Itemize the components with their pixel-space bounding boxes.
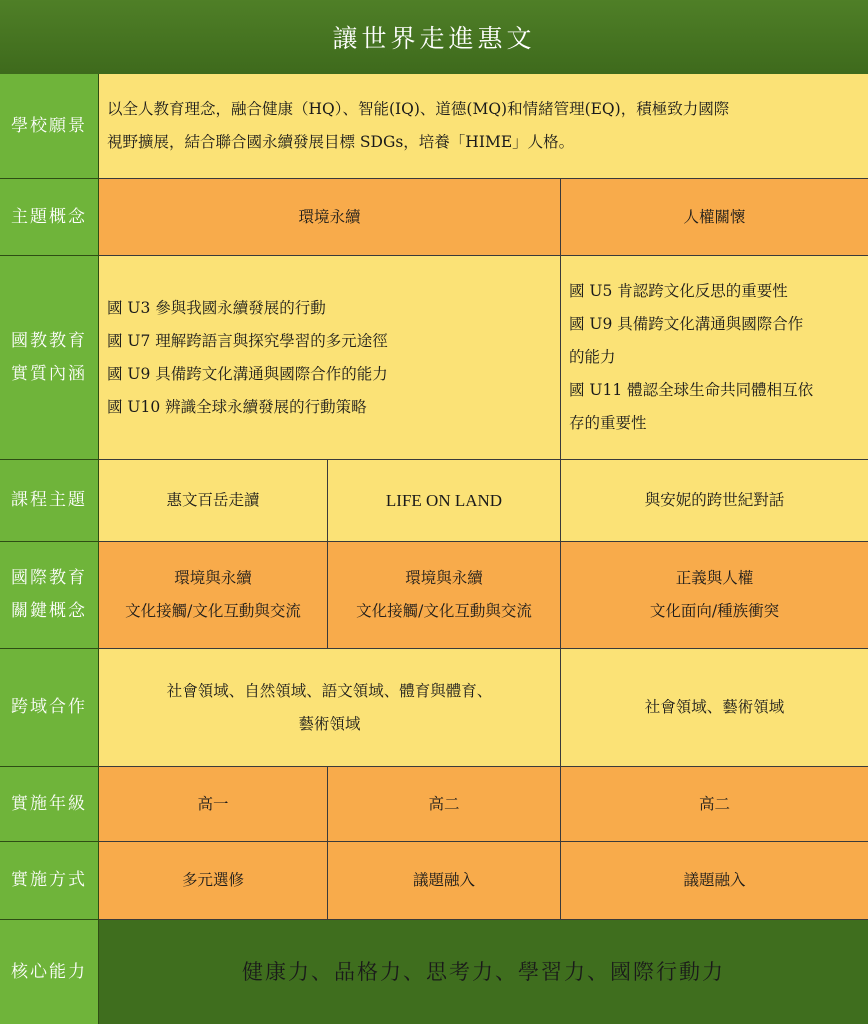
row-label-vision: 學校願景 xyxy=(0,74,99,179)
grade-col2: 高二 xyxy=(328,767,561,842)
row-label-substance xyxy=(0,256,99,460)
page-title: 讓世界走進惠文 xyxy=(0,0,868,75)
concept-col2 xyxy=(328,542,561,649)
row-label-cross: 跨域合作 xyxy=(0,649,99,767)
cross-right: 社會領域、藝術領域 xyxy=(561,649,868,767)
substance-right-line: 國 U11 體認全球生命共同體相互依 xyxy=(569,381,814,399)
row-label-core: 核心能力 xyxy=(0,920,99,1024)
row-label-course: 課程主題 xyxy=(0,460,99,542)
theme-environment: 環境永續 xyxy=(99,179,561,256)
concept-col3-line1: 正義與人權 xyxy=(675,569,754,587)
row-label-theme: 主題概念 xyxy=(0,179,99,256)
concept-col2-line2: 文化接觸/文化互動與交流 xyxy=(356,602,532,620)
substance-left-line: 國 U9 具備跨文化溝通與國際合作的能力 xyxy=(107,364,388,383)
cross-left xyxy=(99,649,561,767)
course-col3: 與安妮的跨世紀對話 xyxy=(561,460,868,542)
course-col1: 惠文百岳走讀 xyxy=(99,460,328,542)
row-label-concept xyxy=(0,542,99,649)
cross-left-line1: 社會領域、自然領域、語文領域、體育與體育、 xyxy=(166,681,493,700)
course-col2: LIFE ON LAND xyxy=(328,460,561,542)
grade-col1: 高一 xyxy=(99,767,328,842)
concept-col1-line2: 文化接觸/文化互動與交流 xyxy=(125,602,301,620)
cross-left-line2: 藝術領域 xyxy=(298,714,361,733)
vision-text-line2: 視野擴展，結合聯合國永續發展目標 SDGs，培養「HIME」人格。 xyxy=(107,133,575,151)
vision-text-line1: 以全人教育理念，融合健康（HQ）、智能(IQ)、道德(MQ)和情緒管理(EQ)，積極致力國際 xyxy=(107,100,730,118)
row-label-concept-line1: 國際教育 xyxy=(11,568,87,588)
core-competencies: 健康力、品格力、思考力、學習力、國際行動力 xyxy=(99,920,868,1024)
theme-human-rights: 人權關懷 xyxy=(561,179,868,256)
substance-right-line: 存的重要性 xyxy=(569,414,647,432)
row-label-method: 實施方式 xyxy=(0,842,99,920)
substance-right-line: 國 U9 具備跨文化溝通與國際合作 xyxy=(569,315,804,333)
substance-left-line: 國 U7 理解跨語言與探究學習的多元途徑 xyxy=(107,331,388,350)
concept-col3 xyxy=(561,542,868,649)
concept-col3-line2: 文化面向/種族衝突 xyxy=(649,602,780,620)
row-label-grade: 實施年級 xyxy=(0,767,99,842)
row-label-concept-line2: 關鍵概念 xyxy=(11,601,87,621)
concept-col1-line1: 環境與永續 xyxy=(174,569,252,587)
vision-text xyxy=(99,74,868,179)
concept-col2-line1: 環境與永續 xyxy=(405,569,483,587)
substance-environment xyxy=(99,256,561,460)
substance-left-line: 國 U3 參與我國永續發展的行動 xyxy=(107,298,326,317)
substance-right-line: 的能力 xyxy=(569,348,616,366)
method-col2: 議題融入 xyxy=(328,842,561,920)
method-col1: 多元選修 xyxy=(99,842,328,920)
method-col3: 議題融入 xyxy=(561,842,868,920)
substance-left-line: 國 U10 辨識全球永續發展的行動策略 xyxy=(107,397,367,416)
row-label-substance-line1: 國教教育 xyxy=(11,330,87,351)
substance-right-line: 國 U5 肯認跨文化反思的重要性 xyxy=(569,282,788,300)
row-label-substance-line2: 實質內涵 xyxy=(11,363,87,384)
concept-col1 xyxy=(99,542,328,649)
grade-col3: 高二 xyxy=(561,767,868,842)
substance-human-rights xyxy=(561,256,868,460)
